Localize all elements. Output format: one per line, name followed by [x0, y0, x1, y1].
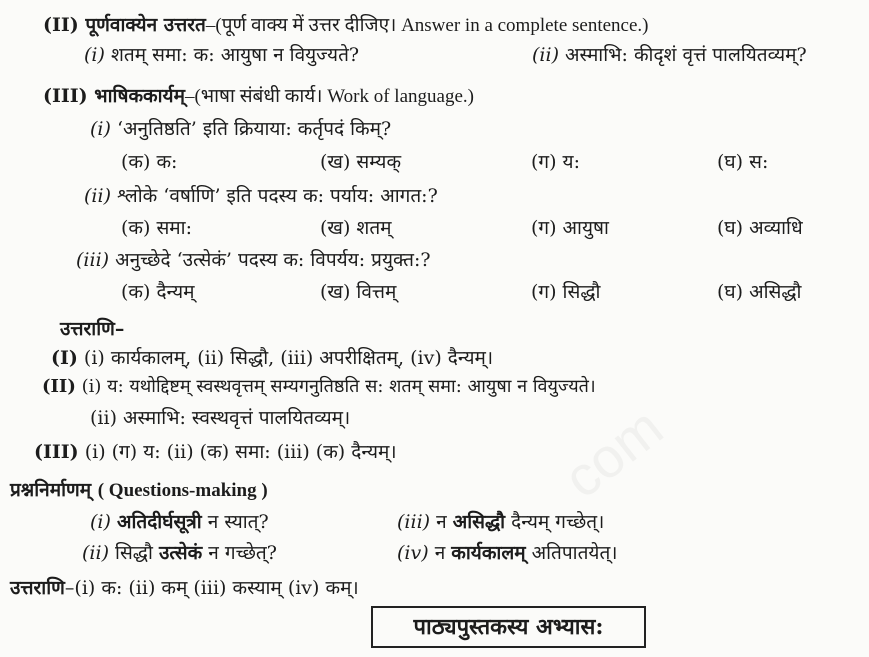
qmaking-item-3 — [397, 510, 604, 534]
qmaking-heading: प्रश्ननिर्माणम् — [10, 479, 92, 501]
answer-1 — [51, 346, 493, 370]
item-bold: अतिदीर्घसूत्री — [116, 511, 202, 533]
q2-instruction: –(पूर्ण वाक्य में उत्तर दीजिए। Answer in a complete sentence.) — [205, 15, 649, 36]
item-rest: अतिपातयेत्। — [525, 542, 618, 564]
q3-question-2 — [84, 184, 438, 208]
item-number: (i) — [90, 511, 111, 533]
option: (ख) सम्यक् — [320, 151, 402, 173]
answer-label: (I) — [51, 347, 78, 369]
answer-text: (i) कार्यकालम्, (ii) सिद्धौ, (iii) अपरीक्षितम्, (iv) दैन्यम्। — [83, 347, 494, 369]
final-answers — [10, 576, 359, 600]
question-number: (i) — [90, 118, 111, 140]
option: (क) समा: — [121, 217, 192, 239]
answer-text: (i) य: यथोद्दिष्टम् स्वस्थवृत्तम् सम्यगनुतिष्ठति स: शतम् समा: आयुषा न वियुज्यते। — [81, 376, 596, 397]
option: (ग) य: — [531, 151, 580, 173]
item-number: (ii) — [82, 542, 109, 564]
item-rest: दैन्यम् गच्छेत्। — [505, 511, 605, 533]
item-bold: कार्यकालम् — [451, 542, 526, 564]
question-text: ‘अनुतिष्ठति’ इति क्रियाया: कर्तृपदं किम्? — [116, 118, 392, 140]
option: (क) क: — [121, 151, 178, 173]
item-number: (ii) — [532, 44, 559, 66]
option: (ख) वित्तम् — [320, 281, 397, 303]
item-number: (i) — [84, 44, 105, 66]
item-pre: सिद्धौ — [115, 542, 159, 564]
qmaking-heading-line — [10, 478, 268, 503]
q2-item-1 — [84, 43, 359, 67]
option: (ख) शतम् — [320, 217, 392, 239]
final-answers-heading: उत्तराणि — [10, 577, 65, 599]
answer-2-line-1 — [42, 375, 596, 399]
item-bold: असिद्धौ — [452, 511, 506, 533]
final-answers-text: –(i) क: (ii) कम् (iii) कस्याम् (iv) कम्। — [64, 577, 359, 599]
q3-question-3 — [76, 248, 431, 272]
item-bold: उत्सेकं — [158, 542, 203, 564]
question-text: अनुच्छेदे ‘उत्सेकं’ पदस्य क: विपर्यय: प्रयुक्त:? — [115, 249, 431, 271]
answer-text: (i) (ग) य: (ii) (क) समा: (iii) (क) दैन्यम्। — [84, 441, 397, 463]
answer-3 — [34, 440, 397, 464]
item-text: शतम् समा: क: आयुषा न वियुज्यते? — [110, 44, 360, 66]
q2-heading: (II) पूर्णवाक्येन उत्तरत — [43, 14, 206, 36]
option: (ग) सिद्धौ — [531, 281, 601, 303]
option: (घ) स: — [717, 151, 769, 173]
option: (घ) अव्याधि — [717, 217, 803, 239]
item-pre: न — [434, 542, 452, 564]
q3-instruction: –(भाषा संबंधी कार्य। Work of language.) — [184, 86, 474, 107]
item-rest: न गच्छेत्? — [202, 542, 277, 564]
qmaking-heading-en: ( Questions-making ) — [97, 480, 268, 501]
q3-heading: (III) भाषिककार्यम् — [43, 85, 185, 107]
option: (ग) आयुषा — [531, 217, 609, 239]
option: (घ) असिद्धौ — [717, 281, 802, 303]
item-rest: न स्यात्? — [201, 511, 269, 533]
answer-label: (II) — [42, 376, 76, 397]
item-number: (iv) — [397, 542, 429, 564]
question-number: (ii) — [84, 185, 111, 207]
qmaking-item-1 — [90, 510, 269, 534]
q3-heading-line — [43, 84, 474, 109]
option: (क) दैन्यम् — [121, 281, 195, 303]
question-number: (iii) — [76, 249, 110, 271]
watermark: com — [551, 395, 674, 510]
textbook-exercise-title-box: पाठ्यपुस्तकस्य अभ्यास: — [371, 606, 646, 648]
question-text: श्लोके ‘वर्षाणि’ इति पदस्य क: पर्याय: आगत:? — [117, 185, 438, 207]
answer-label: (III) — [34, 441, 79, 463]
q2-item-2 — [532, 43, 807, 67]
answers-heading: उत्तराणि– — [60, 318, 125, 340]
item-pre: न — [436, 511, 453, 533]
answer-2-line-2: (ii) अस्माभि: स्वस्थवृत्तं पालयितव्यम्। — [90, 407, 351, 429]
item-number: (iii) — [397, 511, 431, 533]
item-text: अस्माभि: कीदृशं वृत्तं पालयितव्यम्? — [565, 44, 807, 66]
q2-heading-line — [43, 13, 649, 38]
qmaking-item-2 — [82, 541, 277, 565]
q3-question-1 — [90, 117, 391, 141]
qmaking-item-4 — [397, 541, 617, 565]
